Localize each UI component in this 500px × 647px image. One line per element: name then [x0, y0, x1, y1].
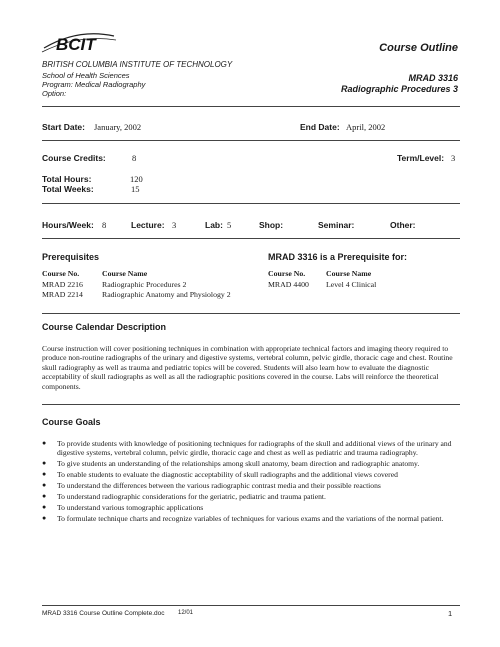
- start-date-value: January, 2002: [94, 122, 142, 132]
- bullet-icon: ●: [42, 470, 47, 479]
- calendar-heading: Course Calendar Description: [42, 322, 167, 332]
- credits-value: 8: [132, 153, 137, 163]
- goal-item: ● To understand radiographic considerations for the geriatric, pediatric and trauma patient.: [42, 492, 326, 502]
- institute-name: BRITISH COLUMBIA INSTITUTE OF TECHNOLOGY: [42, 60, 233, 69]
- bullet-icon: ●: [42, 459, 47, 468]
- footer-filename: MRAD 3316 Course Outline Complete.doc: [42, 610, 165, 617]
- end-date-value: April, 2002: [346, 122, 386, 132]
- hours-week-label: Hours/Week:: [42, 220, 94, 230]
- school-name: School of Health Sciences: [42, 71, 130, 80]
- page-number: 1: [448, 609, 453, 618]
- divider: [42, 140, 460, 141]
- bullet-icon: ●: [42, 481, 47, 490]
- goal-item: ● To formulate technique charts and recognize variables of techniques for various exams and the variations of the normal patient.: [42, 513, 444, 523]
- prereq-for-col-no: Course No.: [268, 269, 306, 278]
- other-label: Other:: [390, 220, 416, 230]
- bullet-icon: ●: [42, 492, 47, 501]
- goals-heading: Course Goals: [42, 417, 101, 427]
- prereq-row-name: Radiographic Procedures 2: [102, 280, 187, 289]
- prereq-for-row-name: Level 4 Clinical: [326, 280, 377, 289]
- divider: [42, 106, 460, 107]
- goal-item: ● To give students an understanding of the relationships among skull anatomy, beam direction and radiographic anatomy.: [42, 459, 420, 469]
- prereq-for-row-no: MRAD 4400: [268, 280, 309, 289]
- prereq-row-no: MRAD 2214: [42, 290, 83, 299]
- prereq-col-no: Course No.: [42, 269, 80, 278]
- program-name: Program: Medical Radiography: [42, 80, 146, 89]
- divider: [42, 404, 460, 405]
- prereq-row-name: Radiographic Anatomy and Physiology 2: [102, 290, 231, 299]
- goal-item: ● To enable students to evaluate the diagnostic acceptability of skull radiographs and the additional views covered: [42, 470, 398, 480]
- prereq-row-no: MRAD 2216: [42, 280, 83, 289]
- footer-code: 12/01: [178, 610, 194, 616]
- doc-type: Course Outline: [379, 42, 458, 54]
- lecture-value: 3: [172, 220, 177, 230]
- lab-label: Lab:: [205, 220, 223, 230]
- start-date-label: Start Date:: [42, 122, 85, 132]
- bullet-icon: ●: [42, 513, 47, 522]
- goals-list: [42, 439, 460, 525]
- goal-item: ● To provide students with knowledge of positioning techniques for radiographs of the skull and additional views of the urinary and digestive systems, vertebral column, pelvic girdle, thoracic cage and chest as well as pediatric and trauma radiography.: [42, 439, 452, 458]
- course-code: MRAD 3316: [408, 73, 458, 83]
- term-label: Term/Level:: [397, 153, 445, 163]
- course-title: Radiographic Procedures 3: [340, 84, 458, 94]
- seminar-label: Seminar:: [318, 220, 355, 230]
- term-value: 3: [451, 153, 456, 163]
- option-label: Option:: [42, 89, 67, 98]
- hours-week-value: 8: [102, 220, 107, 230]
- lab-value: 5: [227, 220, 232, 230]
- prereq-for-heading: MRAD 3316 is a Prerequisite for:: [268, 252, 408, 262]
- bullet-icon: ●: [42, 439, 47, 447]
- goal-item: ● To understand various tomographic applications: [42, 502, 204, 512]
- total-weeks-label: Total Weeks:: [42, 184, 94, 194]
- bcit-logo: [38, 26, 118, 62]
- divider: [42, 203, 460, 204]
- bullet-icon: ●: [42, 502, 47, 511]
- total-hours-label: Total Hours:: [42, 174, 92, 184]
- shop-label: Shop:: [259, 220, 284, 230]
- prereq-for-col-name: Course Name: [326, 269, 372, 278]
- credits-label: Course Credits:: [42, 153, 106, 163]
- lecture-label: Lecture:: [131, 220, 165, 230]
- total-hours-value: 120: [130, 174, 143, 184]
- divider: [42, 238, 460, 239]
- total-weeks-value: 15: [131, 184, 140, 194]
- calendar-description: Course instruction will cover positioning techniques in combination with appropriate technical factors and imaging theory required to produce non-routine radiographs of the urinary and digestive systems, vertebral column, pelvic girdle, thoracic cage and chest. Routine skull radiography as well as trauma and pediatric topics will be covered. Students will also learn how to evaluate the diagnostic acceptability of skull radiographs as well as all the radiographic positions covered in the course. Labs will reinforce the theoretical components.: [42, 344, 453, 391]
- end-date-label: End Date:: [300, 122, 340, 132]
- divider: [42, 313, 460, 314]
- footer-divider: [42, 605, 460, 606]
- prereq-col-name: Course Name: [102, 269, 148, 278]
- prerequisites-heading: Prerequisites: [42, 252, 100, 262]
- logo-text: BCIT: [56, 35, 96, 54]
- goal-item: ● To understand the differences between the various radiographic contrast media and their possible reactions: [42, 481, 381, 491]
